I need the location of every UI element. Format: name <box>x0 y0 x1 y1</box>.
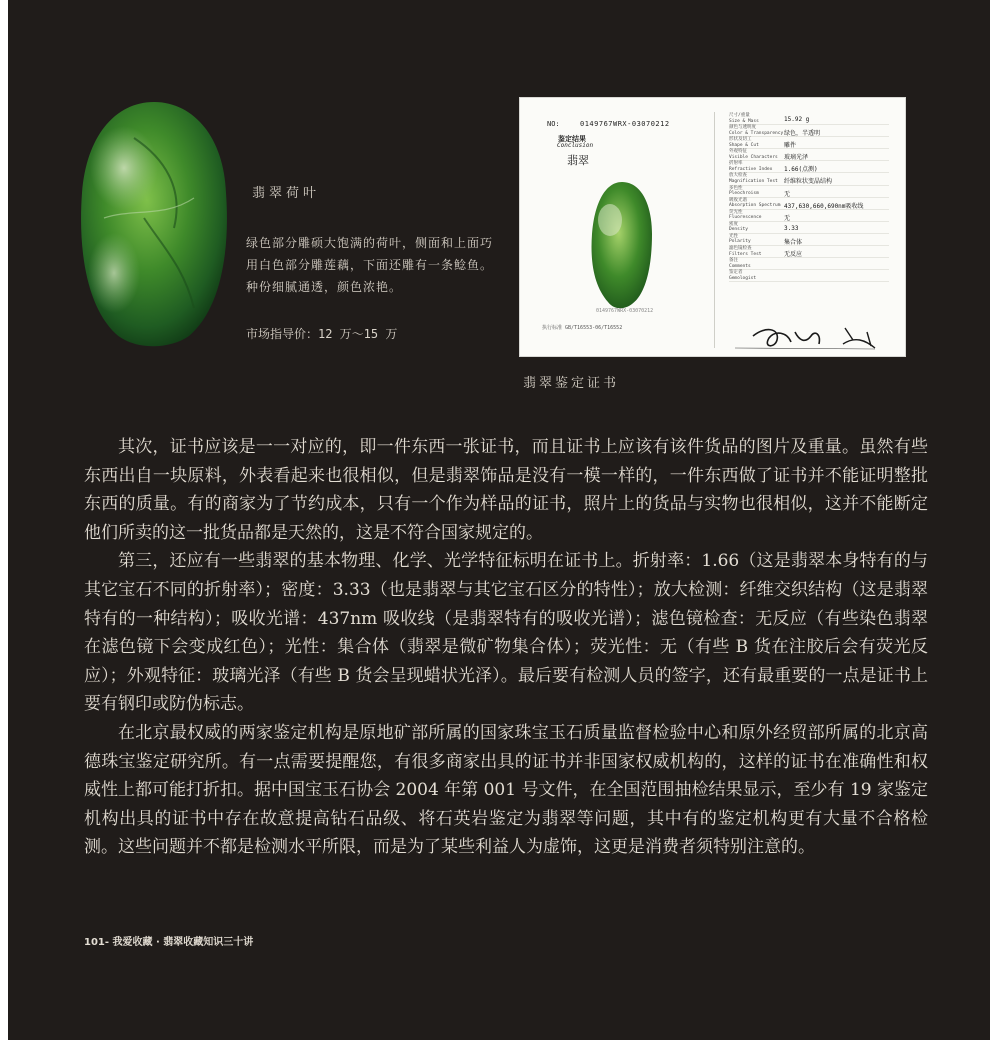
cert-divider <box>714 112 715 348</box>
cert-heading-en: Conclusion <box>557 142 594 149</box>
cert-row: 折射率 Refractive Index 1.66(点测) <box>729 161 889 173</box>
certificate-caption: 翡翠鉴定证书 <box>523 376 620 391</box>
cert-row: 形状及切工 Shape & Cut 雕件 <box>729 137 889 149</box>
cert-row: 荧光性 Fluorescence 无 <box>729 210 889 222</box>
cert-row: 尺寸/重量 Size & Mass 15.92 g <box>729 113 889 125</box>
page-footer: 101- 我爱收藏 · 翡翠收藏知识三十讲 <box>84 937 254 948</box>
cert-row: 颜色与透明度 Color & Transparency 绿色，半透明 <box>729 125 889 137</box>
jade-lotus-leaf-image <box>74 98 234 348</box>
body-text <box>84 433 928 862</box>
gemologist-signature <box>725 318 895 352</box>
cert-result: 翡翠 <box>567 154 589 167</box>
cert-number-label: NO: <box>547 120 560 128</box>
cert-jade-photo <box>588 176 656 324</box>
page-edge <box>990 0 1000 1045</box>
cert-row: 放大检查 Magnification Test 纤维粒状变晶结构 <box>729 173 889 185</box>
cert-row: 滤色镜检查 Filters Test 无反应 <box>729 246 889 258</box>
cert-row: 备注 Comments <box>729 258 889 270</box>
cert-properties <box>729 113 889 282</box>
cert-heading: 鉴定结果 <box>558 135 586 143</box>
book-page <box>8 0 990 1040</box>
cert-row: 光性 Polarity 集合体 <box>729 234 889 246</box>
cert-number: 0149767WRX-03070212 <box>580 120 670 128</box>
jade-description: 绿色部分雕硕大饱满的荷叶，侧面和上面巧用白色部分雕莲藕，下面还雕有一条鲶鱼。种份细腻通透，颜色浓艳。 <box>246 236 494 294</box>
cert-row: 密度 Density 3.33 <box>729 222 889 234</box>
paragraph: 第三，还应有一些翡翠的基本物理、化学、光学特征标明在证书上。折射率：1.66（这是翡翠本身特有的与其它宝石不同的折射率）；密度：3.33（也是翡翠与其它宝石区分的特性）；放大检测：纤维交织结构（这是翡翠特有的一种结构）；吸收光谱：437nm 吸收线（是翡翠特有的吸收光谱）；滤色镜检查：无反应（有些染色翡翠在滤色镜下会变成红色）；光性：集合体（翡翠是微矿物集合体）；荧光性：无（有些 B 货在注胶后会有荧光反应）；外观特征：玻璃光泽（有些 B 货会呈现蜡状光泽）。最后要有检测人员的签字，还有最重要的一点是证书上要有钢印或防伪标志。 <box>84 551 928 715</box>
paragraph: 其次，证书应该是一一对应的，即一件东西一张证书，而且证书上应该有该件货品的图片及重量。虽然有些东西出自一块原料，外表看起来也很相似，但是翡翠饰品是没有一模一样的，一件东西做了证书并不能证明整批东西的质量。有的商家为了节约成本，只有一个作为样品的证书，照片上的货品与实物也很相似，这并不能断定他们所卖的这一批货品都是天然的，这是不符合国家规定的。 <box>84 437 928 543</box>
jade-title: 翡翠荷叶 <box>252 186 321 201</box>
paragraph: 在北京最权威的两家鉴定机构是原地矿部所属的国家珠宝玉石质量监督检验中心和原外经贸部所属的北京高德珠宝鉴定研究所。有一点需要提醒您，有很多商家出具的证书并非国家权威机构的，这样的证书在准确性和权威性上都可能打折扣。据中国宝玉石协会 2004 年第 001 号文件，在全国范围抽检结果显示，至少有 19 家鉴定机构出具的证书中存在故意提高钻石品级、将石英岩鉴定为翡翠等问题，其中有的鉴定机构更有大量不合格检测。这些问题并不都是检测水平所限，而是为了某些利益人为虚饰，这更是消费者须特别注意的。 <box>84 722 928 858</box>
cert-row: 多色性 Pleochroism 无 <box>729 186 889 198</box>
jade-certificate <box>520 98 905 356</box>
cert-standard: 执行标准 GB/T16553-06/T16552 <box>542 325 623 331</box>
cert-row: 鉴定者 Gemologist <box>729 270 889 282</box>
cert-row: 吸收光谱 Absorption Spectrum 437,630,660,690nm吸收线 <box>729 198 889 210</box>
jade-price: 市场指导价：12 万～15 万 <box>246 327 398 341</box>
cert-row: 外观特征 Visible Characters 玻璃光泽 <box>729 149 889 161</box>
cert-photo-code: 0149767WRX-03070212 <box>596 308 654 314</box>
